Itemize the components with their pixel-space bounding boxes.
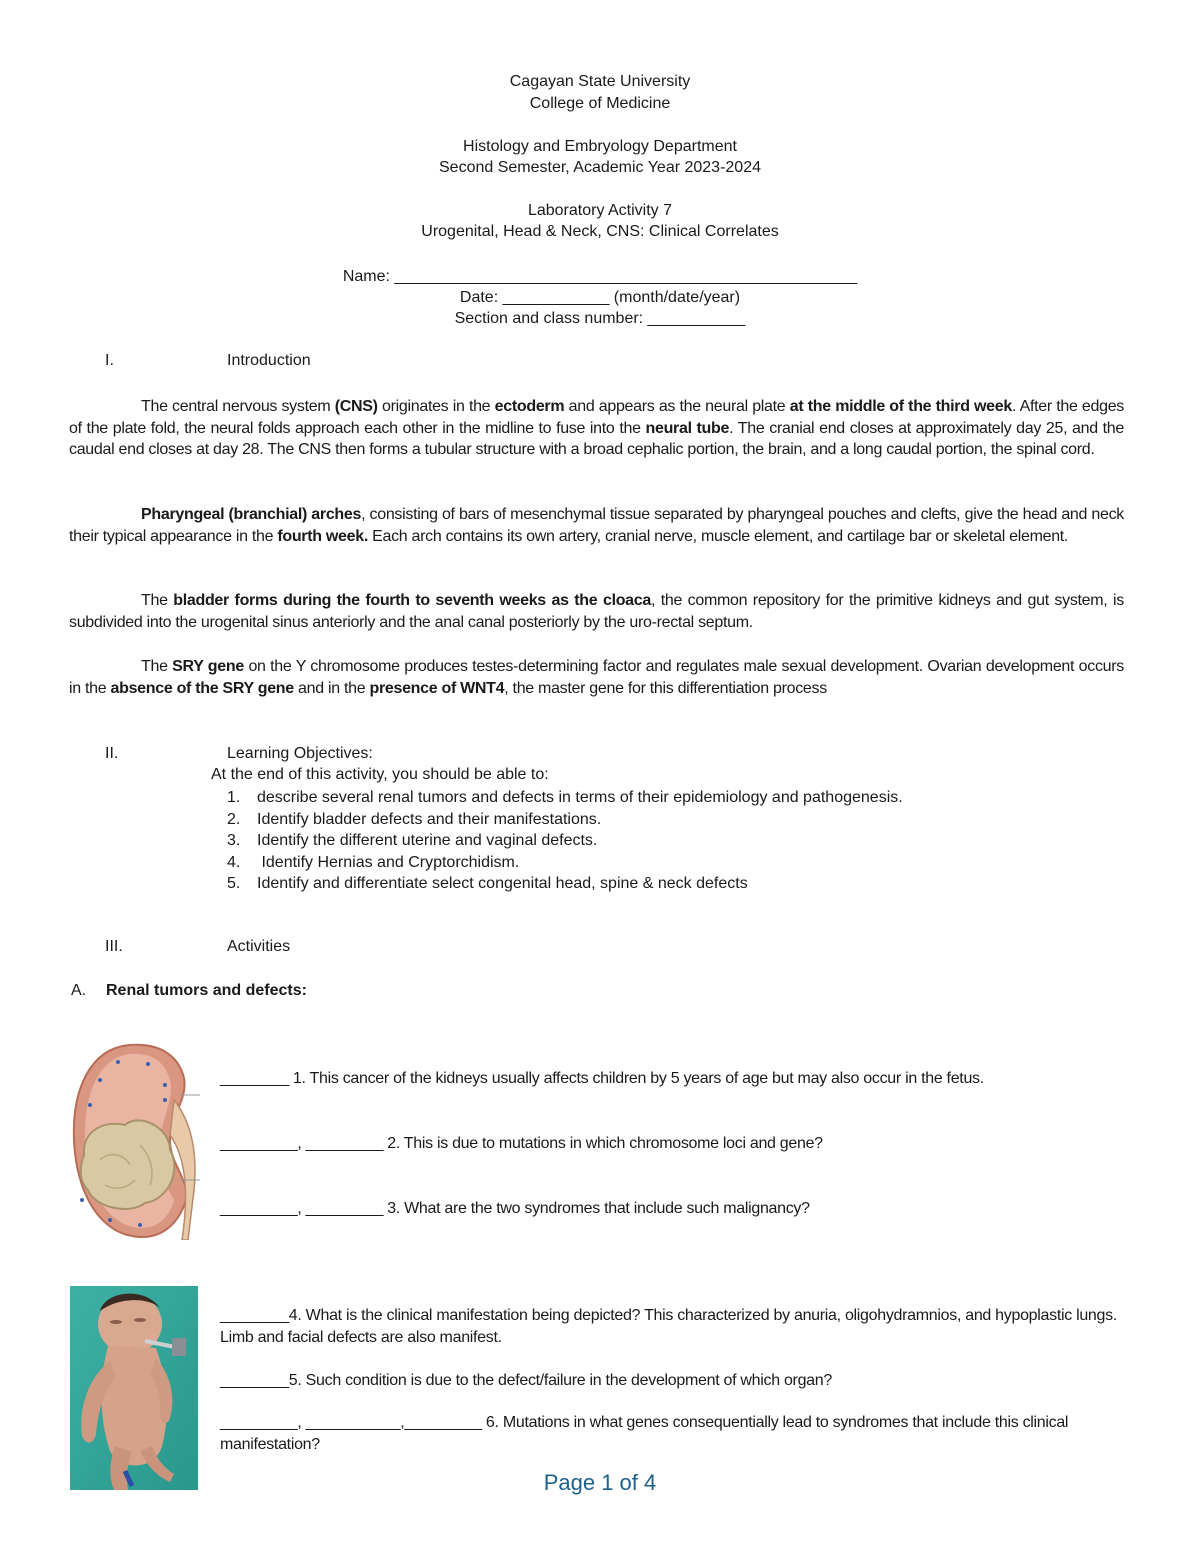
date-field[interactable]: Date: ____________ (month/date/year) — [459, 289, 741, 306]
activity-title: Laboratory Activity 7 — [527, 202, 673, 219]
question-5[interactable]: ________5. Such condition is due to the defect/failure in the development of which organ? — [220, 1372, 832, 1389]
intro-paragraph-sry: The SRY gene on the Y chromosome produces testes-determining factor and regulates male sexual development. Ovarian development occurs in the absence of the SRY gene and in the presence of WNT4, the master gene for this differentiation process — [69, 658, 1124, 697]
infant-photo-image — [70, 1286, 198, 1490]
objective-item: 5. Identify and differentiate select congenital head, spine & neck defects — [227, 875, 748, 892]
question-1[interactable]: ________ 1. This cancer of the kidneys usually affects children by 5 years of age but may also occur in the fetus. — [220, 1070, 984, 1087]
kidney-tumor-image — [70, 1040, 200, 1240]
intro-paragraph-pharyngeal: Pharyngeal (branchial) arches, consisting of bars of mesenchymal tissue separated by pharyngeal pouches and clefts, give the head and neck their typical appearance in the fourth week. Each arch contains its own artery, cranial nerve, muscle element, and cartilage bar or skeletal element. — [69, 506, 1124, 545]
section-title-intro: Introduction — [227, 352, 311, 369]
name-field[interactable]: Name: ____________________________________________________ — [342, 268, 858, 285]
intro-paragraph-cns: The central nervous system (CNS) originates in the ectoderm and appears as the neural plate at the middle of the third week. After the edges of the plate fold, the neural folds approach each other in the midline to fuse into the neural tube. The cranial end closes at approximately day 25, and the caudal end closes at day 28. The CNS then forms a tubular structure with a broad cephalic portion, the brain, and a long caudal portion, the spinal cord. — [69, 398, 1125, 458]
section-field[interactable]: Section and class number: ___________ — [454, 310, 746, 327]
college-name: College of Medicine — [529, 95, 671, 112]
objective-item: 2. Identify bladder defects and their manifestations. — [227, 811, 602, 828]
question-3[interactable]: _________, _________ 3. What are the two syndromes that include such malignancy? — [220, 1200, 810, 1217]
department-name: Histology and Embryology Department — [463, 138, 737, 155]
activity-topic: Urogenital, Head & Neck, CNS: Clinical Correlates — [421, 223, 779, 240]
section-number-activities: III. — [105, 938, 123, 955]
question-2[interactable]: _________, _________ 2. This is due to mutations in which chromosome loci and gene? — [220, 1135, 823, 1152]
intro-paragraph-bladder: The bladder forms during the fourth to seventh weeks as the cloaca, the common repository for the primitive kidneys and gut system, is subdivided into the urogenital sinus anteriorly and the anal canal posteriorly by the uro-rectal septum. — [69, 592, 1124, 631]
objective-item: 3. Identify the different uterine and vaginal defects. — [227, 832, 598, 849]
objective-item: 1. describe several renal tumors and defects in terms of their epidemiology and pathogenesis. — [227, 789, 903, 806]
university-name: Cagayan State University — [509, 73, 691, 90]
section-title-objectives: Learning Objectives: — [227, 745, 373, 762]
section-number-objectives: II. — [105, 745, 119, 762]
subsection-title-renal: Renal tumors and defects: — [106, 982, 307, 999]
subsection-letter-a: A. — [71, 982, 87, 999]
question-6[interactable]: _________, ___________,_________ 6. Mutations in what genes consequentially lead to syndromes that include this clinical manifestation? — [220, 1414, 1069, 1453]
question-4[interactable]: ________4. What is the clinical manifestation being depicted? This characterized by anuria, oligohydramnios, and hypoplastic lungs. Limb and facial defects are also manifest. — [220, 1307, 1117, 1346]
objectives-lead: At the end of this activity, you should be able to: — [211, 766, 549, 783]
page-number: Page 1 of 4 — [543, 1470, 657, 1495]
semester-line: Second Semester, Academic Year 2023-2024 — [439, 159, 761, 176]
section-number-intro: I. — [105, 352, 114, 369]
objective-item: 4. Identify Hernias and Cryptorchidism. — [227, 854, 520, 871]
section-title-activities: Activities — [227, 938, 291, 955]
